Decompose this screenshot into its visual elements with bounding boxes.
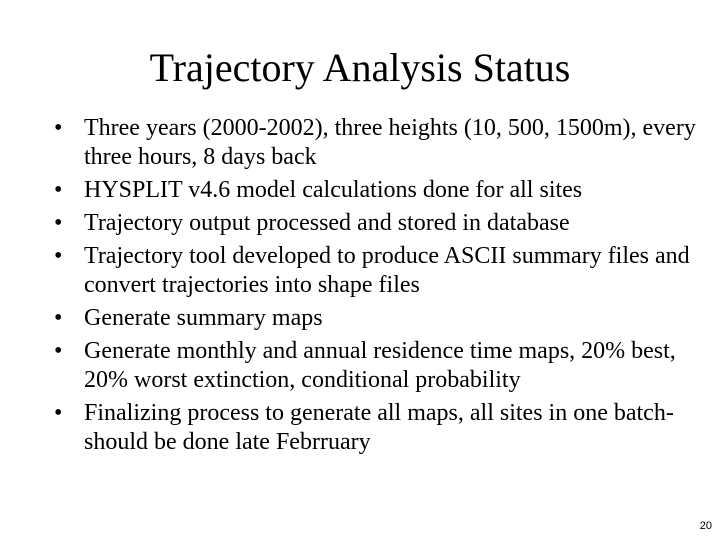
bullet-icon: • xyxy=(54,305,63,331)
bullet-text: Finalizing process to generate all maps, all sites in one batch- should be done late Febrruary xyxy=(84,400,674,455)
list-item xyxy=(54,176,704,205)
bullet-icon: • xyxy=(54,243,63,269)
bullet-icon: • xyxy=(54,210,63,236)
page-number: 20 xyxy=(699,520,712,532)
list-item xyxy=(54,337,704,395)
list-item xyxy=(54,242,704,300)
bullet-icon: • xyxy=(54,115,63,141)
list-item xyxy=(54,399,704,457)
list-item xyxy=(54,304,704,333)
slide-title: Trajectory Analysis Status xyxy=(149,45,571,90)
list-item xyxy=(54,114,704,172)
bullet-text: HYSPLIT v4.6 model calculations done for all sites xyxy=(84,177,583,203)
bullet-icon: • xyxy=(54,338,63,364)
bullet-list xyxy=(54,114,704,461)
list-item xyxy=(54,209,704,238)
bullet-text: Generate summary maps xyxy=(84,305,323,331)
bullet-icon: • xyxy=(54,400,63,426)
bullet-text: Three years (2000-2002), three heights (10, 500, 1500m), every three hours, 8 days back xyxy=(84,115,696,170)
bullet-text: Trajectory output processed and stored in database xyxy=(84,210,570,236)
bullet-icon: • xyxy=(54,177,63,203)
bullet-text: Trajectory tool developed to produce ASCII summary files and convert trajectories into shape files xyxy=(84,243,690,298)
bullet-text: Generate monthly and annual residence time maps, 20% best, 20% worst extinction, conditional probability xyxy=(84,338,676,393)
